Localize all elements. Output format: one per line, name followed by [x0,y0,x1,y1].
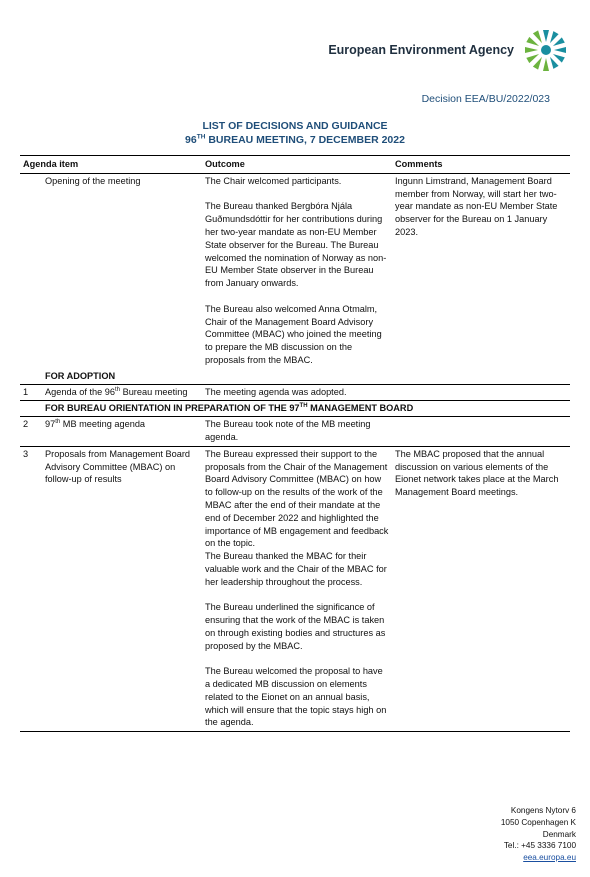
section-title-prefix: FOR BUREAU ORIENTATION IN PREPARATION OF THE 97 [45,403,300,414]
agency-name: European Environment Agency [328,43,514,57]
outcome-cell: The meeting agenda was adopted. [202,384,392,401]
agenda-item: Opening of the meeting [45,175,141,186]
agenda-item-sup: th [115,386,121,393]
outcome-paragraph: The Bureau thanked the MBAC for their valuable work and the Chair of the MBAC for her leadership throughout the process. [205,551,387,587]
section-spacer [20,369,42,384]
agenda-item-prefix: 97 [45,419,56,430]
table-row [20,446,570,732]
footer-website-link[interactable]: eea.europa.eu [523,853,576,863]
outcome-paragraph: The Chair welcomed participants. [205,175,342,186]
row-number: 2 [20,417,42,447]
agenda-item: Proposals from Management Board Advisory Committee (MBAC) on follow-up of results [42,446,202,732]
outcome-cell [202,446,392,732]
outcome-cell: The Bureau took note of the MB meeting agenda. [202,417,392,447]
comments-cell: Ingunn Limstrand, Management Board member from Norway, will start her two-year mandate as non-EU Member State observer for the Bureau on 1 January 2023. [395,175,558,237]
footer-street: Kongens Nytorv 6 [510,806,576,815]
title-line-1: LIST OF DECISIONS AND GUIDANCE [202,120,388,132]
section-title-sup: TH [299,403,308,410]
row-number [20,173,42,368]
comments-cell [392,417,570,447]
title-line-2-sup: TH [196,133,206,141]
eea-sun-logo-icon [520,24,572,76]
agenda-item-suffix: MB meeting agenda [60,419,146,430]
agenda-item-prefix: Agenda of the 96 [45,386,115,397]
row-number: 3 [20,446,42,732]
section-row-adoption [20,369,570,384]
page-footer [501,805,576,864]
row-number: 1 [20,384,42,401]
decision-reference: Decision EEA/BU/2022/023 [421,93,550,105]
section-title: FOR ADOPTION [42,369,570,384]
section-spacer [20,401,42,417]
outcome-paragraph: The Bureau expressed their support to the proposals from the Chair of the Management Board Advisory Committee (MBAC) on how to follow-up on the results of the work of the MBAC after the end of their mandate at the end of December 2022 and highlighted the importance of MB engagement and feedback on the topic. [205,448,389,549]
header-agenda-item: Agenda item [20,156,202,174]
agenda-item [42,417,202,447]
section-row-orientation [20,401,570,417]
agenda-item-sup: th [55,419,61,426]
title-line-2-suffix: BUREAU MEETING, 7 DECEMBER 2022 [205,134,405,146]
comments-cell [392,384,570,401]
outcome-paragraph: The Bureau welcomed the proposal to have a dedicated MB discussion on elements related to the Eionet on an annual basis, which will ensure that the topic stays high on the agenda. [205,666,387,728]
table-row [20,417,570,447]
footer-phone: Tel.: +45 3336 7100 [503,841,576,851]
document-title [0,119,590,147]
outcome-paragraph: The Bureau also welcomed Anna Otmalm, Chair of the Management Board Advisory Committee (MBAC) who joined the meeting to prepare the MB discussion on the proposals from the MBAC. [205,303,382,365]
table-row [20,384,570,401]
header-outcome: Outcome [202,156,392,174]
agenda-item [42,384,202,401]
outcome-cell [202,173,392,368]
header-comments: Comments [392,156,570,174]
page-header [0,0,590,80]
title-line-2-prefix: 96 [185,134,197,146]
section-title [42,401,570,417]
decisions-table [20,155,570,732]
footer-city: 1050 Copenhagen K [500,817,576,827]
outcome-paragraph: The Bureau underlined the significance of ensuring that the work of the MBAC is taken on through existing bodies and structures as proposed by the MBAC. [205,602,386,651]
section-title-suffix: MANAGEMENT BOARD [307,403,414,414]
title-line-2 [0,133,590,147]
outcome-paragraph: The Bureau thanked Bergbóra Njála Guðmundsdóttir for her contributions during her two-year mandate as non-EU Member State observer for the Bureau. The Bureau welcomed the nomination of Norway as non-EU Member State observer in the Bureau from January onwards. [205,201,387,289]
table-header-row [20,156,570,174]
comments-cell: The MBAC proposed that the annual discussion on various elements of the Eionet network takes place at the March Management Board meetings. [392,446,570,732]
agenda-item-suffix: Bureau meeting [120,386,188,397]
footer-country: Denmark [542,829,576,839]
table-row-opening [20,173,570,368]
